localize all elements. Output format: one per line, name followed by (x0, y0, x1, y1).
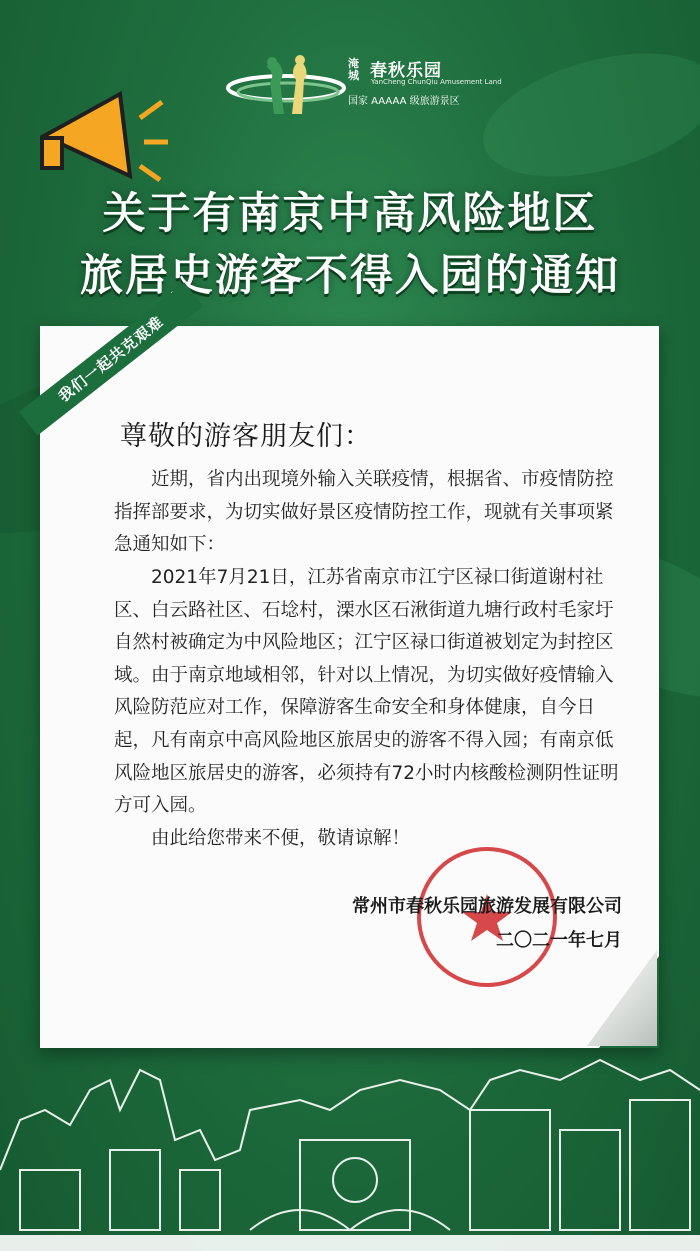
notice-title-line2: 旅居史游客不得入园的通知 (80, 251, 620, 301)
paragraph-details: 2021年7月21日，江苏省南京市江宁区禄口街道谢村社区、白云路社区、石埝村，溧水区石湫街道九塘行政村毛家圩自然村被确定为中风险地区；江宁区禄口街道被划定为封控区域。由于南京地域相邻，针对以上情况，为切实做好疫情输入风险防范应对工作，保障游客生命安全和身体健康，自今日起，凡有南京中高风险地区旅居史的游客不得入园；有南京低风险地区旅居史的游客，必须持有72小时内核酸检测阴性证明方可入园。 (114, 567, 619, 817)
logo-emblem-icon (226, 52, 346, 116)
greeting: 尊敬的游客朋友们： (120, 421, 372, 452)
logo-english: YanCheng ChunQiu Amusement Land (371, 78, 502, 86)
skyline-illustration (0, 1050, 700, 1251)
park-logo (226, 52, 502, 116)
logo-subtitle: 国家 AAAAA 级旅游景区 (348, 96, 460, 107)
background-texture (470, 31, 700, 199)
signature-organization: 常州市春秋乐园旅游发展有限公司 (352, 896, 622, 917)
ribbon-banner: 我们一起共克艰难 (19, 283, 203, 436)
logo-city: 淹城 (348, 57, 359, 82)
paragraph-intro: 近期，省内出现境外输入关联疫情，根据省、市疫情防控指挥部要求，为切实做好景区疫情防控工作，现就有关事项紧急通知如下： (114, 469, 614, 556)
logo-name: 春秋乐园 (370, 61, 442, 81)
paragraph-apology: 由此给您带来不便，敬请谅解！ (151, 828, 411, 849)
signature-date: 二〇二一年七月 (496, 930, 622, 951)
notice-title-line1: 关于有南京中高风险地区 (102, 189, 598, 239)
